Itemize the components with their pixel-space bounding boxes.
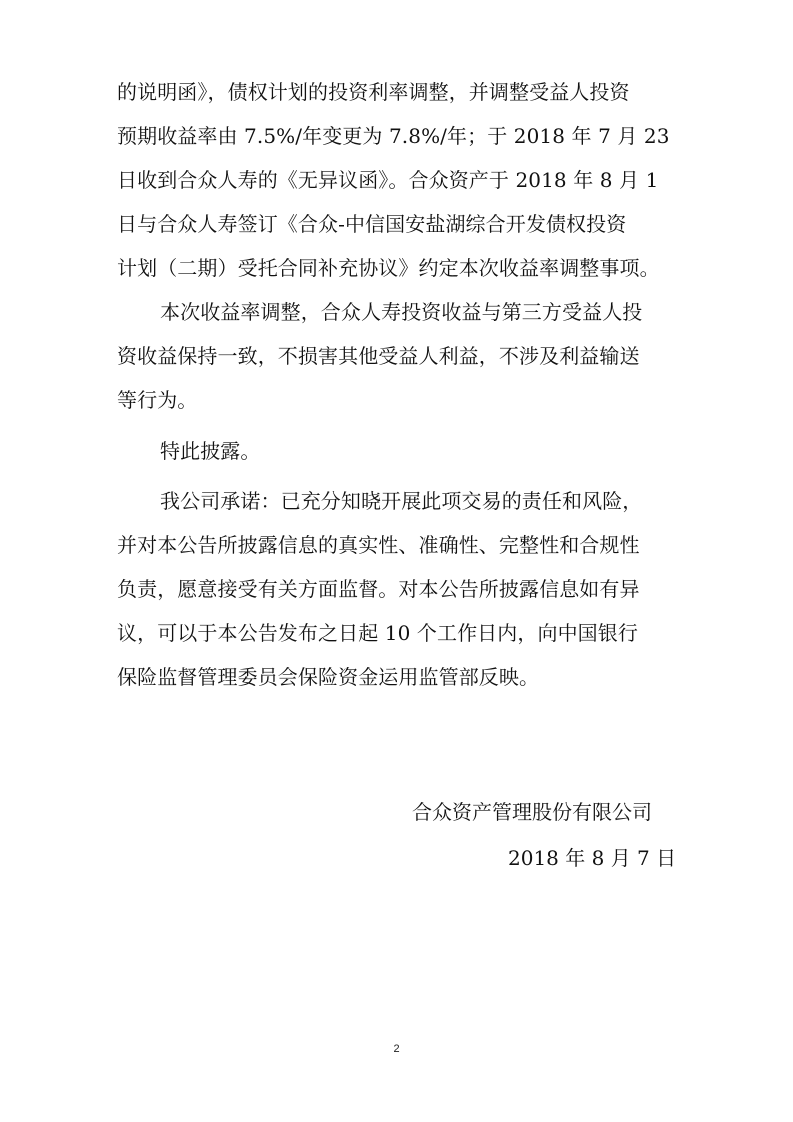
text-line: 等行为。: [117, 388, 198, 412]
text-line: 日与合众人寿签订《合众-中信国安盐湖综合开发债权投资: [117, 212, 627, 236]
text-line: 我公司承诺：已充分知晓开展此项交易的责任和风险，: [160, 489, 643, 513]
text-line: 负责，愿意接受有关方面监督。对本公告所披露信息如有异: [117, 577, 640, 601]
text-line: 议，可以于本公告发布之日起 10 个工作日内，向中国银行: [117, 621, 638, 645]
text-line: 日收到合众人寿的《无异议函》。合众资产于 2018 年 8 月 1: [117, 168, 659, 192]
page-number: 2: [393, 1043, 400, 1055]
company-name: 合众资产管理股份有限公司: [412, 800, 652, 824]
text-line: 计划（二期）受托合同补充协议》约定本次收益率调整事项。: [117, 256, 660, 280]
signature-date: 2018 年 8 月 7 日: [508, 846, 677, 870]
text-line: 本次收益率调整，合众人寿投资收益与第三方受益人投: [160, 300, 643, 324]
text-line: 保险监督管理委员会保险资金运用监管部反映。: [117, 665, 540, 689]
text-line: 特此披露。: [160, 439, 261, 463]
text-line: 并对本公告所披露信息的真实性、准确性、完整性和合规性: [117, 533, 640, 557]
text-line: 预期收益率由 7.5%/年变更为 7.8%/年；于 2018 年 7 月 23: [117, 124, 670, 148]
text-line: 的说明函》，债权计划的投资利率调整，并调整受益人投资: [117, 80, 630, 104]
text-line: 资收益保持一致，不损害其他受益人利益，不涉及利益输送: [117, 344, 640, 368]
